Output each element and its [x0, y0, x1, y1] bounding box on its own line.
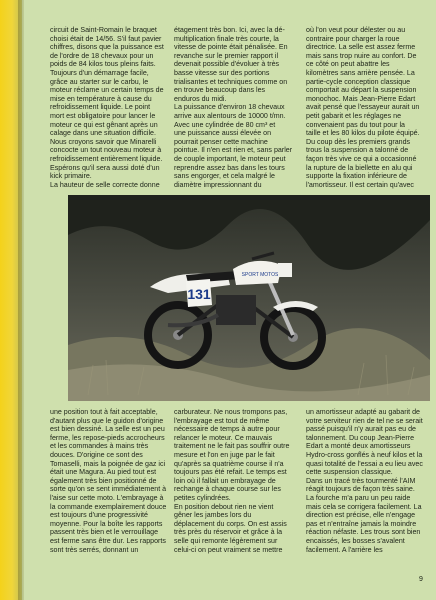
- article-column-bottom-2: [174, 408, 302, 578]
- paragraph: circuit de Saint-Romain le braquet choisi était de 14/56. S'il faut pavier chiffres, disons que la puissance est de l'ordre de 18 chevaux pour un poids de 84 kilos tous pleins faits. Toujours d'un démarrage facile, grâce au starter sur le carbu, le moteur réclame un certain temps de mise en température à cause du refroidissement liquide. Le point mort est obligatoire pour lancer le moteur ce qui est gênant après un calage dans une situation difficile. Nous croyons savoir que Minarelli concocte un tout nouveau moteur à refroidissement entièrement liquide. Espérons qu'il sera aussi doté d'un kick primaire. La hauteur de selle correcte donne: [50, 26, 164, 189]
- paragraph: une position tout à fait acceptable, d'autant plus que le guidon d'origine est bien dessiné. La selle est un peu ferme, les repose-pieds accrocheurs et les commandes à mains très douces. D'origine ce sont des Tomaselli, mais la poignée de gaz ici était une Magura. Au pied tout est également très bien positionné de sorte qu'on se sent immédiatement à l'aise sur cette moto. L'embrayage à la commande exemplairement douce est toujours d'une progressivité moyenne. Pour la boîte les rapports passent très bien et le verrouillage est ferme sans être dur. Les rapports sont très serrés, donnant un: [50, 408, 167, 554]
- magazine-page: [24, 0, 436, 600]
- tank-text: SPORT MOTOS: [241, 272, 279, 278]
- article-column-top-3: [306, 26, 430, 192]
- page-number: 9: [419, 576, 423, 583]
- paragraph: étagement très bon. Ici, avec la dé- multiplication finale très courte, la vitesse de pointe était pénalisée. En revanche sur le premier rapport il devenait possible d'évoluer à très basse vitesse sur des portions trialisantes et techniques comme on en trouve beaucoup dans les enduros du midi. La puissance d'environ 18 chevaux arrive aux alentours de 10000 t/mn. Avec une cylindrée de 80 cm³ et une puissance aussi élevée on pourrait penser cette machine pointue. Il n'en est rien et, sans parler de couple important, le moteur peut reprendre assez bas dans les tours sans engorger, et cela malgré le diamètre impressionnant du: [174, 26, 293, 189]
- photo-illustration: [68, 195, 430, 401]
- paragraph: où l'on veut pour délester ou au contraire pour charger la roue directrice. La selle est assez ferme mais sans trop nuire au confort. De ce côté on peut abattre les kilomètres sans arrière pensée. La partie-cycle conception classique comportait au départ la suspension monochoc. Mais Jean-Pierre Edart avait pensé que l'essayeur aurait un petit gabarit et les réglages ne convenaient pas du tout pour la taille et les 80 kilos du pilote équipé. Du coup dès les premiers grands trous la suspension a talonné de façon très vive ce qui a occasionné la rupture de la biellette en alu qui supporte la fixation inférieure de l'amortisseur. Il est certain qu'avec: [306, 26, 420, 189]
- paragraph: un amortisseur adapté au gabarit de votre serviteur rien de tel ne se serait passé puisqu'il n'y aurait pas eu de talonnement. Du coup Jean-Pierre Edart a monté deux amortisseurs Hydro-cross gonflés à neuf kilos et la quasi totalité de l'essai a eu lieu avec cette suspension classique. Dans un tracé très tourmenté l'AIM réagit toujours de façon très saine. La fourche m'a paru un peu raide mais cela se corrigera facilement. La direction est précise, elle n'engage pas et n'entraîne jamais la moindre réaction néfaste. Les trous sont bien encaissés, les bosses s'avalent facilement. A l'arrière les: [306, 408, 423, 554]
- motorcycle-photo: [68, 195, 430, 401]
- plate-number: 131: [187, 286, 211, 302]
- paragraph: carburateur. Ne nous trompons pas, l'embrayage est tout de même nécessaire de temps à autre pour relancer le moteur. Ce mauvais traitement ne le fait pas souffrir outre mesure et l'on en juge par le fait qu'après sa quatrième course il n'a toujours pas été refait. Le temps est loin où il fallait un embrayage de rechange à chaque course sur les petites cylindrées. En position debout rien ne vient gêner les jambes lors du déplacement du corps. On est assis très près du réservoir et grâce à la selle qui remonte légèrement sur celui-ci on peut vraiment se mettre: [174, 408, 290, 554]
- article-column-bottom-1: [50, 408, 170, 578]
- article-column-bottom-3: [306, 408, 430, 578]
- article-column-top-1: [50, 26, 170, 192]
- article-column-top-2: [174, 26, 302, 192]
